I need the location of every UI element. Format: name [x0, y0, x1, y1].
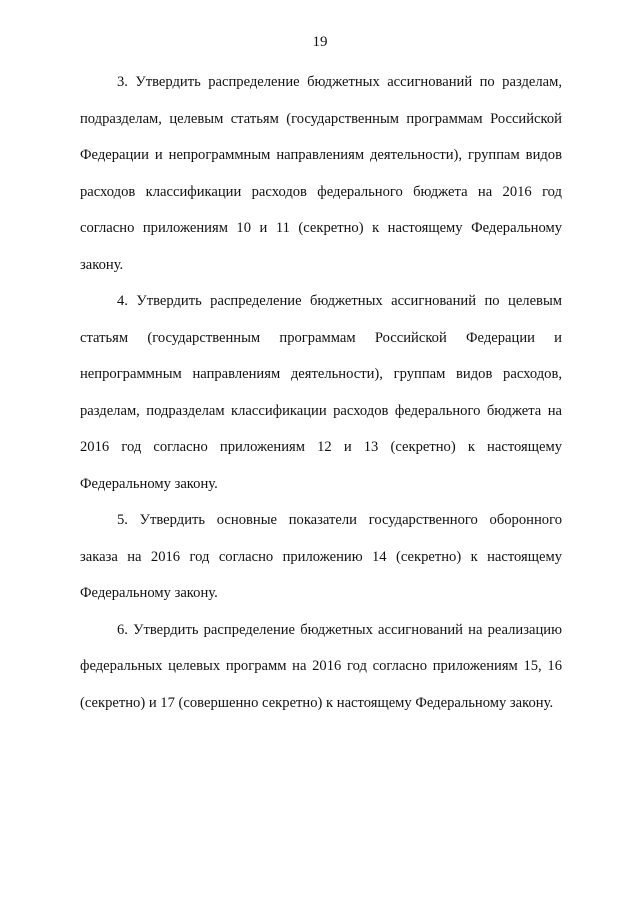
- page-number: 19: [312, 34, 328, 50]
- paragraph-6: 6. Утвердить распределение бюджетных ассигнований на реализацию федеральных целевых программ на 2016 год согласно приложениям 15, 16 (секретно) и 17 (совершенно секретно) к настоящему Федеральному закону.: [80, 621, 562, 711]
- paragraph-5: 5. Утвердить основные показатели государственного оборонного заказа на 2016 год согласно приложению 14 (секретно) к настоящему Федеральному закону.: [80, 512, 562, 601]
- document-body: [80, 64, 562, 721]
- paragraph-4: 4. Утвердить распределение бюджетных ассигнований по целевым статьям (государственным программам Российской Федерации и непрограммным направлениям деятельности), группам видов расходов, разделам, подразделам классификации расходов федерального бюджета на 2016 год согласно приложениям 12 и 13 (секретно) к настоящему Федеральному закону.: [80, 293, 562, 492]
- paragraph-3: 3. Утвердить распределение бюджетных ассигнований по разделам, подразделам, целевым статьям (государственным программам Российской Федерации и непрограммным направлениям деятельности), группам видов расходов классификации расходов федерального бюджета на 2016 год согласно приложениям 10 и 11 (секретно) к настоящему Федеральному закону.: [80, 74, 562, 273]
